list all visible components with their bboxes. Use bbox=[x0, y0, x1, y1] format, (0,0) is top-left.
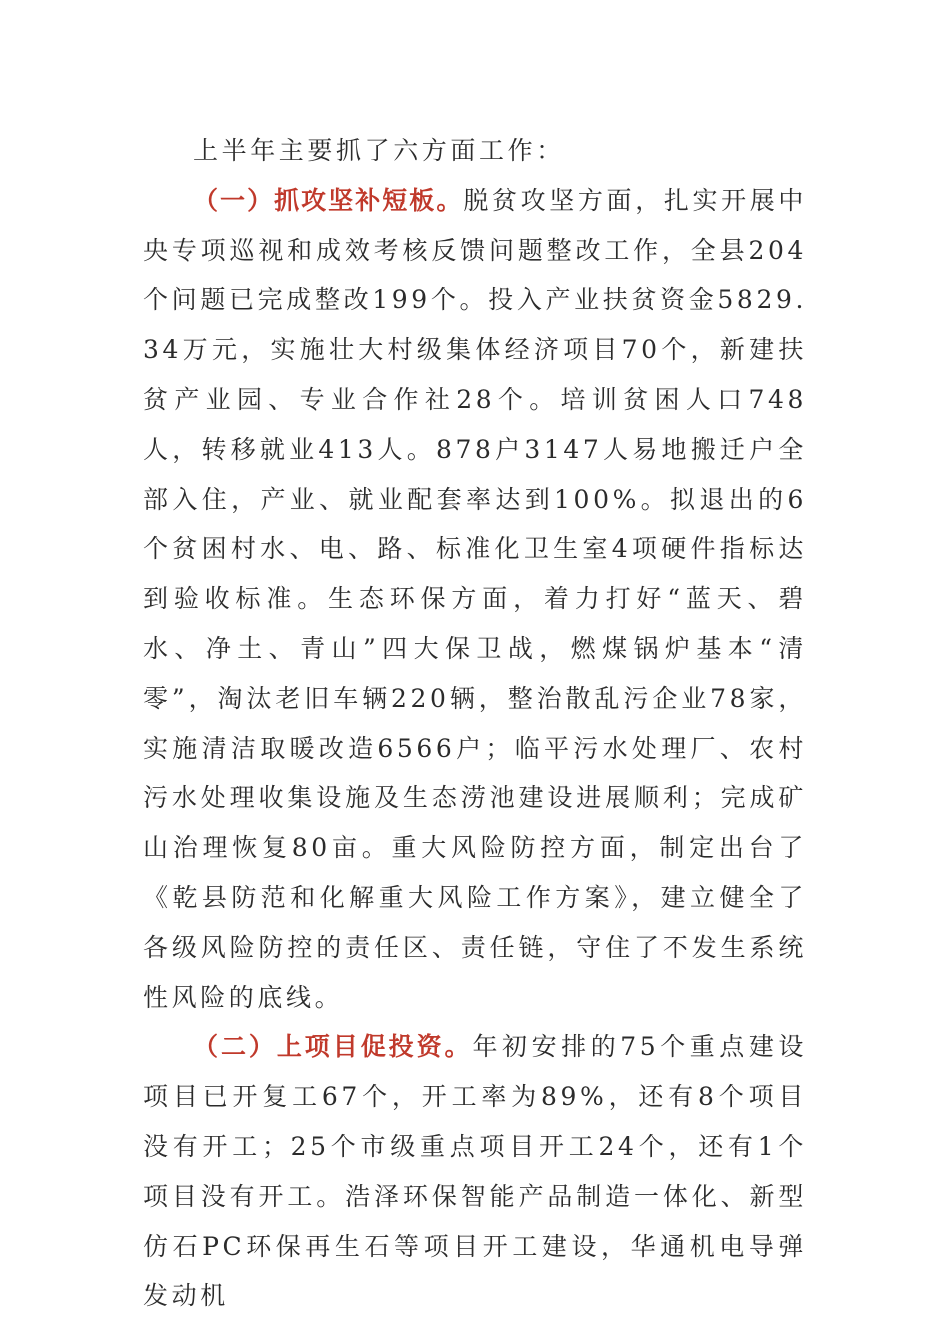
section-1-paragraph bbox=[143, 176, 807, 1023]
section-2-body: 年初安排的75个重点建设项目已开复工67个，开工率为89%，还有8个项目没有开工；25个市级重点项目开工24个，还有1个项目没有开工。浩泽环保智能产品制造一体化、新型仿石PC环保再生石等项目开工建设，华通机电导弹发动机 bbox=[143, 1032, 807, 1311]
intro-text: 上半年主要抓了六方面工作： bbox=[193, 136, 565, 165]
section-1-body: 脱贫攻坚方面，扎实开展中央专项巡视和成效考核反馈问题整改工作，全县204个问题已完成整改199个。投入产业扶贫资金5829.34万元，实施壮大村级集体经济项目70个，新建扶贫产业园、专业合作社28个。培训贫困人口748人，转移就业413人。878户3147人易地搬迁户全部入住，产业、就业配套率达到100%。拟退出的6个贫困村水、电、路、标准化卫生室4项硬件指标达到验收标准。生态环保方面，着力打好“蓝天、碧水、净土、青山”四大保卫战，燃煤锅炉基本“清零”，淘汰老旧车辆220辆，整治散乱污企业78家，实施清洁取暖改造6566户；临平污水处理厂、农村污水处理收集设施及生态涝池建设进展顺利；完成矿山治理恢复80亩。重大风险防控方面，制定出台了《乾县防范和化解重大风险工作方案》，建立健全了各级风险防控的责任区、责任链，守住了不发生系统性风险的底线。 bbox=[143, 185, 807, 1012]
section-1-heading: （一）抓攻坚补短板。 bbox=[193, 185, 464, 215]
section-2-heading: （二）上项目促投资。 bbox=[193, 1032, 473, 1062]
intro-paragraph bbox=[143, 126, 807, 176]
document-body bbox=[143, 126, 807, 1321]
section-2-paragraph bbox=[143, 1022, 807, 1321]
